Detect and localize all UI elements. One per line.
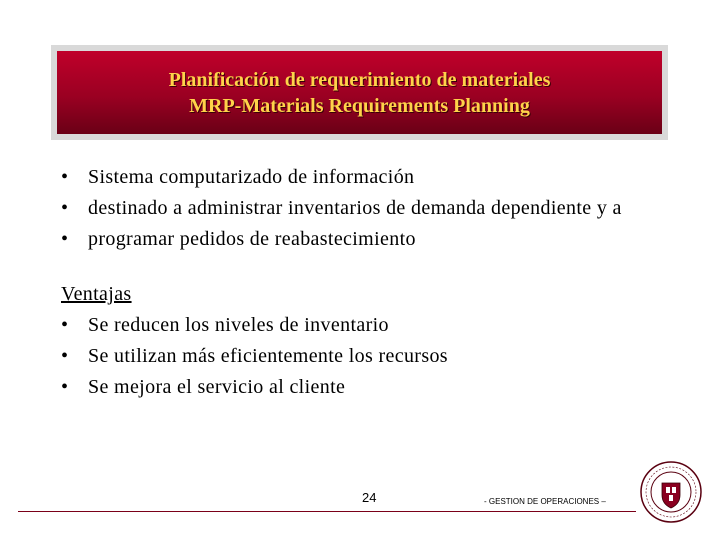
bullet-item: • destinado a administrar inventarios de demanda dependiente y a — [61, 193, 651, 224]
ventajas-item: • Se mejora el servicio al cliente — [61, 372, 651, 403]
university-seal-icon — [640, 461, 702, 523]
title-line-2: MRP-Materials Requirements Planning — [189, 94, 530, 117]
ventajas-section — [61, 279, 651, 403]
page-number: 24 — [362, 490, 377, 505]
title-frame — [51, 45, 668, 140]
bullet-list — [61, 162, 651, 255]
bullet-item: • Sistema computarizado de información — [61, 162, 651, 193]
footer-text: - GESTION DE OPERACIONES – — [484, 497, 606, 506]
ventajas-heading: Ventajas — [61, 283, 132, 305]
bullet-item: • programar pedidos de reabastecimiento — [61, 224, 651, 255]
ventajas-item: • Se reducen los niveles de inventario — [61, 310, 651, 341]
footer-rule — [18, 511, 636, 512]
ventajas-item: • Se utilizan más eficientemente los recursos — [61, 341, 651, 372]
title-box — [57, 51, 662, 134]
ventajas-list — [61, 310, 651, 403]
title-line-1: Planificación de requerimiento de materiales — [168, 68, 551, 91]
slide-content — [61, 162, 651, 403]
